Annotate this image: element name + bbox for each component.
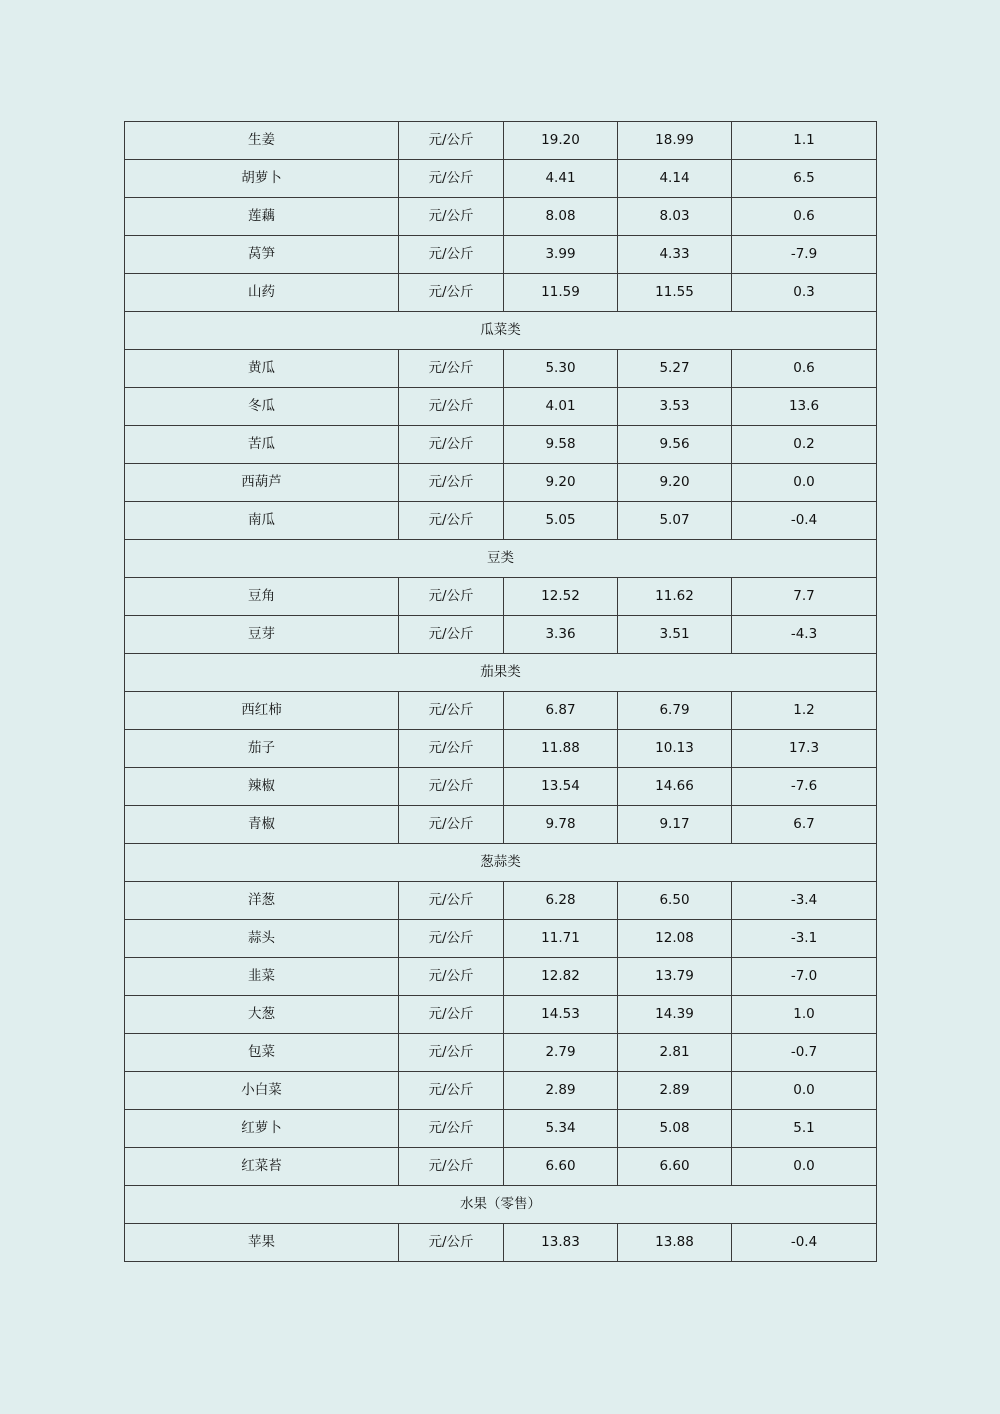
current-price-cell: 6.87 [504, 692, 618, 730]
item-name-cell: 冬瓜 [125, 388, 399, 426]
table-row [125, 1224, 877, 1262]
unit-cell: 元/公斤 [399, 274, 504, 312]
item-name-cell: 大葱 [125, 996, 399, 1034]
table-row [125, 1034, 877, 1072]
change-percent-cell: 6.7 [732, 806, 877, 844]
previous-price-cell: 9.17 [618, 806, 732, 844]
item-name-cell: 辣椒 [125, 768, 399, 806]
item-name-cell: 青椒 [125, 806, 399, 844]
unit-cell: 元/公斤 [399, 882, 504, 920]
change-percent-cell: -0.4 [732, 1224, 877, 1262]
previous-price-cell: 5.08 [618, 1110, 732, 1148]
item-name-cell: 西葫芦 [125, 464, 399, 502]
item-name-cell: 苹果 [125, 1224, 399, 1262]
table-row [125, 198, 877, 236]
table-row [125, 274, 877, 312]
change-percent-cell: 6.5 [732, 160, 877, 198]
unit-cell: 元/公斤 [399, 768, 504, 806]
table-row [125, 1072, 877, 1110]
current-price-cell: 3.36 [504, 616, 618, 654]
previous-price-cell: 13.88 [618, 1224, 732, 1262]
category-row [125, 654, 877, 692]
current-price-cell: 12.52 [504, 578, 618, 616]
unit-cell: 元/公斤 [399, 350, 504, 388]
current-price-cell: 13.83 [504, 1224, 618, 1262]
unit-cell: 元/公斤 [399, 388, 504, 426]
item-name-cell: 胡萝卜 [125, 160, 399, 198]
category-row [125, 1186, 877, 1224]
item-name-cell: 小白菜 [125, 1072, 399, 1110]
table-row [125, 806, 877, 844]
unit-cell: 元/公斤 [399, 692, 504, 730]
current-price-cell: 9.58 [504, 426, 618, 464]
change-percent-cell: -7.6 [732, 768, 877, 806]
current-price-cell: 19.20 [504, 122, 618, 160]
item-name-cell: 山药 [125, 274, 399, 312]
unit-cell: 元/公斤 [399, 198, 504, 236]
previous-price-cell: 6.60 [618, 1148, 732, 1186]
table-row [125, 236, 877, 274]
unit-cell: 元/公斤 [399, 122, 504, 160]
unit-cell: 元/公斤 [399, 1110, 504, 1148]
unit-cell: 元/公斤 [399, 160, 504, 198]
category-row [125, 540, 877, 578]
previous-price-cell: 12.08 [618, 920, 732, 958]
change-percent-cell: -0.7 [732, 1034, 877, 1072]
change-percent-cell: -3.4 [732, 882, 877, 920]
table-row [125, 160, 877, 198]
unit-cell: 元/公斤 [399, 616, 504, 654]
current-price-cell: 4.41 [504, 160, 618, 198]
table-row [125, 920, 877, 958]
current-price-cell: 13.54 [504, 768, 618, 806]
change-percent-cell: 13.6 [732, 388, 877, 426]
previous-price-cell: 5.27 [618, 350, 732, 388]
table-row [125, 388, 877, 426]
change-percent-cell: 1.1 [732, 122, 877, 160]
change-percent-cell: 0.0 [732, 1148, 877, 1186]
previous-price-cell: 13.79 [618, 958, 732, 996]
item-name-cell: 洋葱 [125, 882, 399, 920]
current-price-cell: 9.20 [504, 464, 618, 502]
unit-cell: 元/公斤 [399, 1034, 504, 1072]
change-percent-cell: 0.3 [732, 274, 877, 312]
change-percent-cell: 17.3 [732, 730, 877, 768]
previous-price-cell: 3.51 [618, 616, 732, 654]
change-percent-cell: 5.1 [732, 1110, 877, 1148]
current-price-cell: 8.08 [504, 198, 618, 236]
current-price-cell: 5.30 [504, 350, 618, 388]
current-price-cell: 11.71 [504, 920, 618, 958]
current-price-cell: 11.88 [504, 730, 618, 768]
previous-price-cell: 11.62 [618, 578, 732, 616]
previous-price-cell: 10.13 [618, 730, 732, 768]
previous-price-cell: 18.99 [618, 122, 732, 160]
change-percent-cell: 0.0 [732, 464, 877, 502]
previous-price-cell: 11.55 [618, 274, 732, 312]
table-row [125, 1148, 877, 1186]
previous-price-cell: 14.39 [618, 996, 732, 1034]
unit-cell: 元/公斤 [399, 1072, 504, 1110]
current-price-cell: 3.99 [504, 236, 618, 274]
table-row [125, 768, 877, 806]
table-row [125, 692, 877, 730]
previous-price-cell: 14.66 [618, 768, 732, 806]
change-percent-cell: 0.6 [732, 350, 877, 388]
table-row [125, 996, 877, 1034]
current-price-cell: 4.01 [504, 388, 618, 426]
current-price-cell: 2.79 [504, 1034, 618, 1072]
unit-cell: 元/公斤 [399, 806, 504, 844]
previous-price-cell: 2.89 [618, 1072, 732, 1110]
category-label: 葱蒜类 [125, 844, 877, 882]
item-name-cell: 豆角 [125, 578, 399, 616]
change-percent-cell: -7.9 [732, 236, 877, 274]
table-row [125, 426, 877, 464]
change-percent-cell: -0.4 [732, 502, 877, 540]
category-label: 茄果类 [125, 654, 877, 692]
unit-cell: 元/公斤 [399, 426, 504, 464]
unit-cell: 元/公斤 [399, 236, 504, 274]
previous-price-cell: 6.79 [618, 692, 732, 730]
previous-price-cell: 4.14 [618, 160, 732, 198]
change-percent-cell: -7.0 [732, 958, 877, 996]
table-row [125, 350, 877, 388]
previous-price-cell: 6.50 [618, 882, 732, 920]
current-price-cell: 9.78 [504, 806, 618, 844]
item-name-cell: 黄瓜 [125, 350, 399, 388]
item-name-cell: 包菜 [125, 1034, 399, 1072]
current-price-cell: 5.34 [504, 1110, 618, 1148]
previous-price-cell: 9.20 [618, 464, 732, 502]
item-name-cell: 红萝卜 [125, 1110, 399, 1148]
unit-cell: 元/公斤 [399, 1148, 504, 1186]
table-row [125, 464, 877, 502]
item-name-cell: 苦瓜 [125, 426, 399, 464]
price-table [124, 121, 877, 1262]
table-row [125, 578, 877, 616]
table-row [125, 122, 877, 160]
table-row [125, 958, 877, 996]
unit-cell: 元/公斤 [399, 502, 504, 540]
change-percent-cell: -4.3 [732, 616, 877, 654]
change-percent-cell: 1.0 [732, 996, 877, 1034]
current-price-cell: 6.60 [504, 1148, 618, 1186]
item-name-cell: 西红柿 [125, 692, 399, 730]
change-percent-cell: 0.2 [732, 426, 877, 464]
category-label: 瓜菜类 [125, 312, 877, 350]
previous-price-cell: 5.07 [618, 502, 732, 540]
unit-cell: 元/公斤 [399, 578, 504, 616]
price-table-body [125, 122, 877, 1262]
current-price-cell: 2.89 [504, 1072, 618, 1110]
item-name-cell: 莲藕 [125, 198, 399, 236]
table-row [125, 616, 877, 654]
change-percent-cell: -3.1 [732, 920, 877, 958]
change-percent-cell: 0.6 [732, 198, 877, 236]
item-name-cell: 茄子 [125, 730, 399, 768]
item-name-cell: 蒜头 [125, 920, 399, 958]
current-price-cell: 5.05 [504, 502, 618, 540]
unit-cell: 元/公斤 [399, 1224, 504, 1262]
current-price-cell: 6.28 [504, 882, 618, 920]
change-percent-cell: 0.0 [732, 1072, 877, 1110]
table-row [125, 1110, 877, 1148]
previous-price-cell: 3.53 [618, 388, 732, 426]
previous-price-cell: 4.33 [618, 236, 732, 274]
table-row [125, 730, 877, 768]
change-percent-cell: 7.7 [732, 578, 877, 616]
item-name-cell: 生姜 [125, 122, 399, 160]
previous-price-cell: 8.03 [618, 198, 732, 236]
unit-cell: 元/公斤 [399, 996, 504, 1034]
category-row [125, 844, 877, 882]
category-label: 豆类 [125, 540, 877, 578]
item-name-cell: 南瓜 [125, 502, 399, 540]
current-price-cell: 12.82 [504, 958, 618, 996]
change-percent-cell: 1.2 [732, 692, 877, 730]
previous-price-cell: 2.81 [618, 1034, 732, 1072]
item-name-cell: 莴笋 [125, 236, 399, 274]
unit-cell: 元/公斤 [399, 730, 504, 768]
unit-cell: 元/公斤 [399, 920, 504, 958]
previous-price-cell: 9.56 [618, 426, 732, 464]
unit-cell: 元/公斤 [399, 958, 504, 996]
item-name-cell: 豆芽 [125, 616, 399, 654]
current-price-cell: 14.53 [504, 996, 618, 1034]
table-row [125, 502, 877, 540]
category-row [125, 312, 877, 350]
category-label: 水果（零售） [125, 1186, 877, 1224]
item-name-cell: 红菜苔 [125, 1148, 399, 1186]
item-name-cell: 韭菜 [125, 958, 399, 996]
unit-cell: 元/公斤 [399, 464, 504, 502]
table-row [125, 882, 877, 920]
current-price-cell: 11.59 [504, 274, 618, 312]
